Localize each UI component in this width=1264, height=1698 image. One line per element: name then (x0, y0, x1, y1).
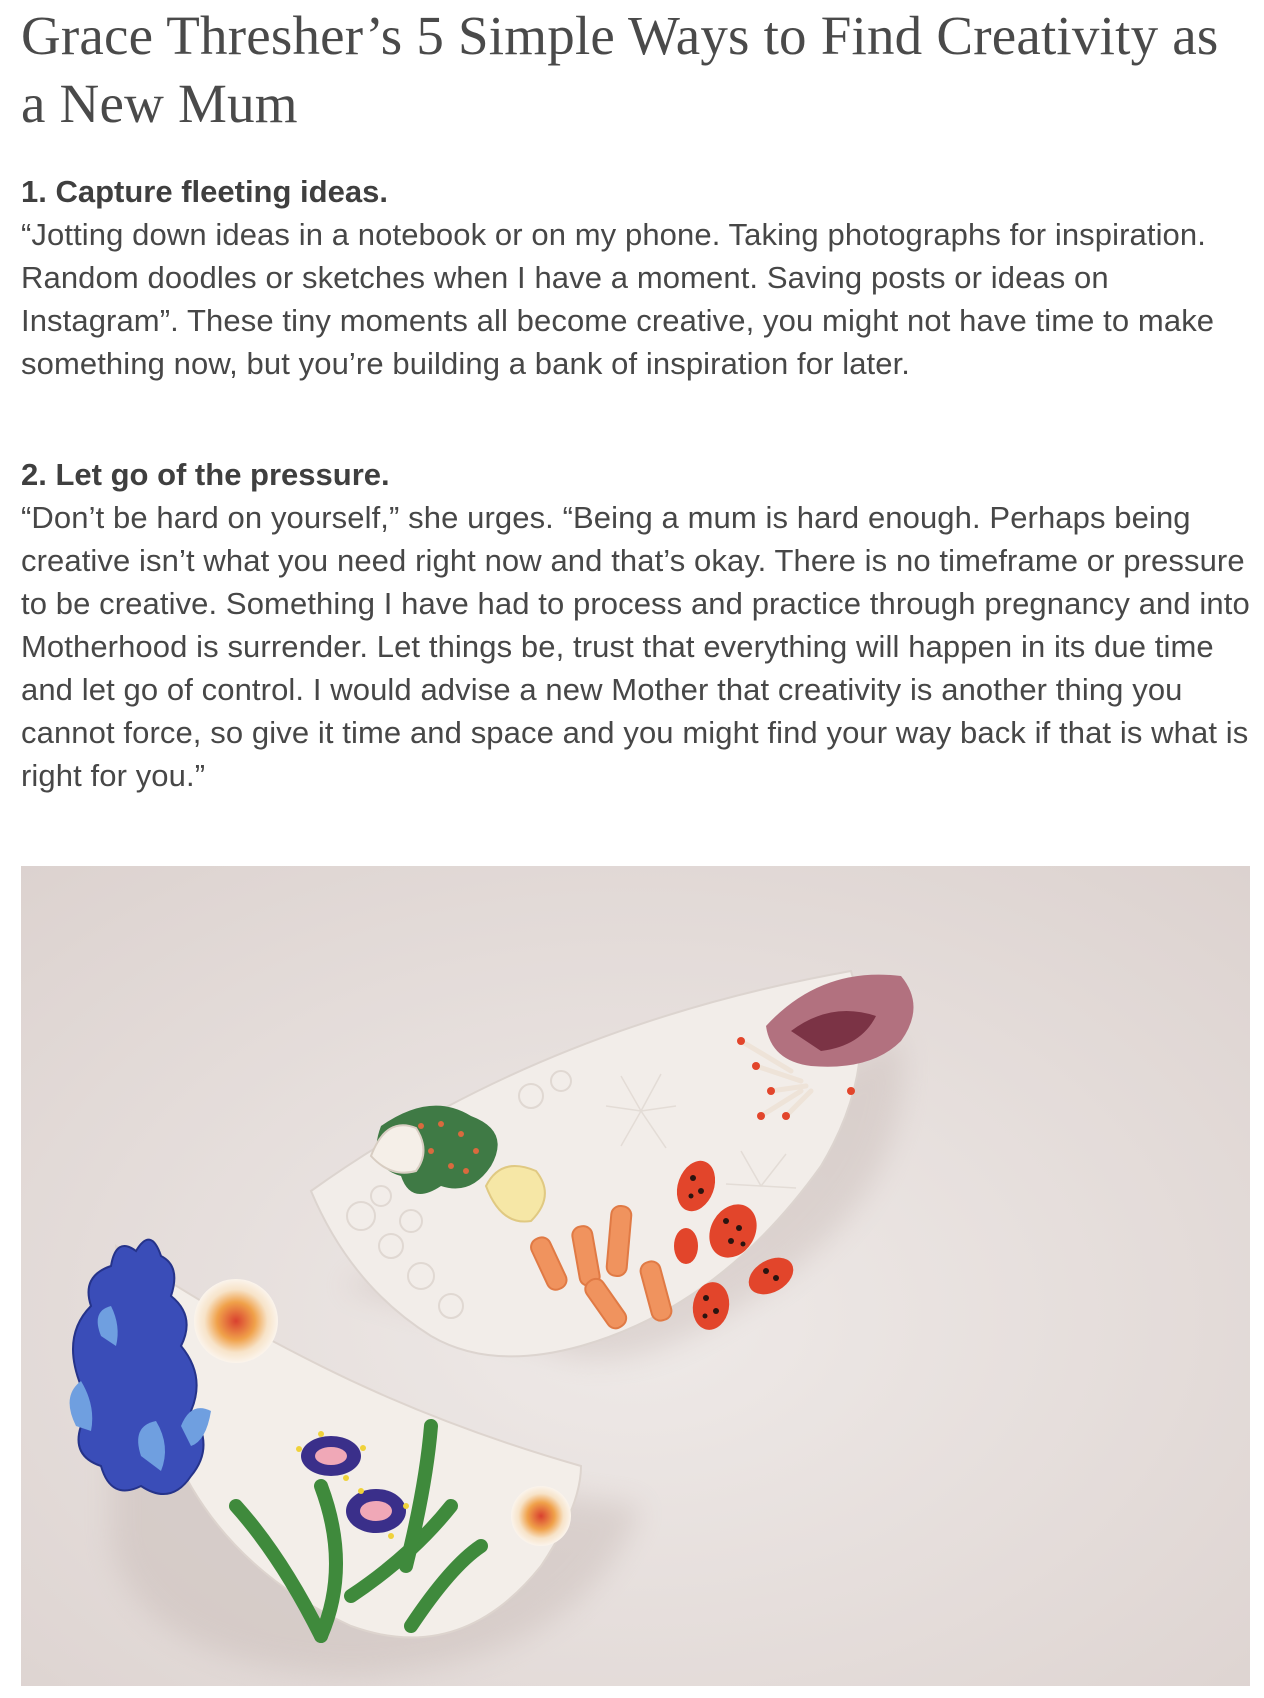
tip-section-1 (21, 170, 1253, 385)
article-title: Grace Thresher’s 5 Simple Ways to Find Creativity as a New Mum (21, 5, 1219, 134)
tip-section-2 (21, 453, 1253, 797)
tip-body-2: “Don’t be hard on yourself,” she urges. “Being a mum is hard enough. Perhaps being creative isn’t what you need right now and that’s okay. There is no timeframe or pressure to be creative. Something I have had to process and practice through pregnancy and into Motherhood is surrender. Let things be, trust that everything will happen in its due time and let go of control. I would advise a new Mother that creativity is another thing you cannot force, so give it time and space and you might find your way back if that is what is right for you.” (21, 500, 1250, 793)
tip-heading-1: 1. Capture fleeting ideas. (21, 174, 388, 209)
tip-heading-2: 2. Let go of the pressure. (21, 457, 390, 492)
ceramic-plates-illustration (21, 866, 1250, 1686)
tip-body-1: “Jotting down ideas in a notebook or on my phone. Taking photographs for inspiration. Random doodles or sketches when I have a moment. Saving posts or ideas on Instagram”. These tiny moments all become creative, you might not have time to make something now, but you’re building a bank of inspiration for later. (21, 217, 1215, 381)
article (21, 0, 1253, 793)
article-photo (21, 866, 1250, 1686)
